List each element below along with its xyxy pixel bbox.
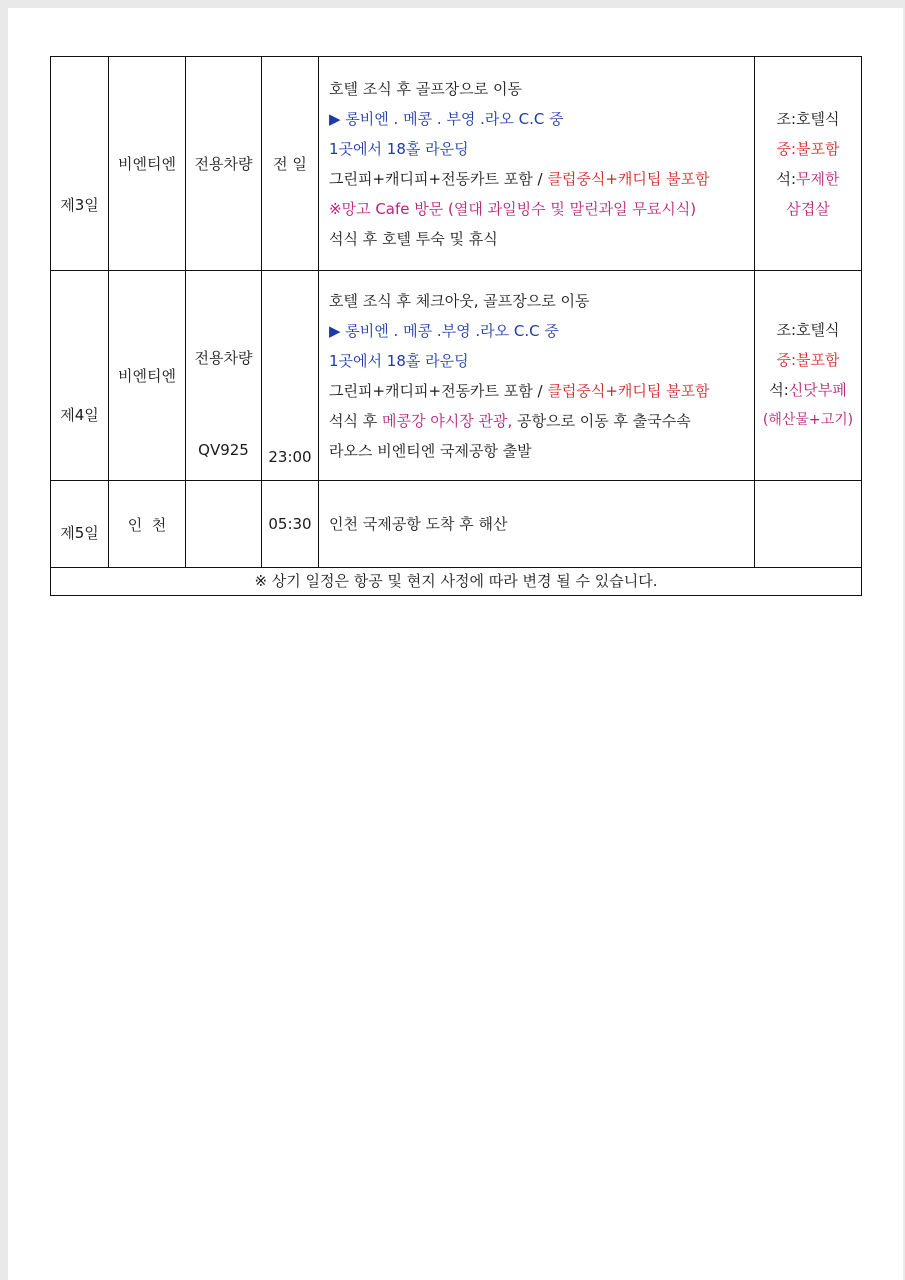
time-cell: 05:30 [262, 481, 319, 568]
dinner-prefix: 석식 후 [329, 411, 383, 430]
schedule-cell [319, 271, 755, 481]
night-market: 메콩강 야시장 관광, [382, 411, 513, 430]
schedule-line-cafe: ※망고 Cafe 방문 (열대 과일빙수 및 말린과일 무료시식) [329, 199, 697, 218]
meal-cell [755, 57, 862, 271]
vehicle-stack [186, 271, 261, 465]
vehicle-cell [186, 481, 262, 568]
meal-dinner-prefix: 석: [776, 169, 797, 188]
meal-breakfast: 조:호텔식 [776, 109, 840, 128]
day-label: 제5일 [51, 481, 109, 568]
schedule-line-golf-options: ▶ 롱비엔 . 메콩 .부영 .라오 C.C 중 [329, 321, 559, 340]
fees-excluded: 클럽중식+캐디팁 불포함 [547, 381, 710, 400]
schedule-line-fees [329, 164, 754, 194]
table-row-day5 [51, 481, 862, 568]
schedule-line-departure: 라오스 비엔티엔 국제공항 출발 [329, 441, 532, 460]
footnote-cell [51, 568, 862, 596]
itinerary-table [50, 56, 862, 596]
vehicle-cell [186, 271, 262, 481]
schedule-line-round: 1곳에서 18홀 라운딩 [329, 351, 469, 370]
schedule-line: 호텔 조식 후 골프장으로 이동 [329, 79, 522, 98]
meal-dinner-value: 무제한 [796, 169, 840, 188]
schedule-line: 호텔 조식 후 체크아웃, 골프장으로 이동 [329, 291, 590, 310]
meal-cell [755, 481, 862, 568]
meal-dinner [755, 164, 861, 194]
schedule-cell [319, 481, 755, 568]
place-cell: 인 천 [109, 481, 186, 568]
meal-dinner-value: 신닷부페 [788, 381, 847, 399]
table-row-footnote [51, 568, 862, 596]
time-cell: 전 일 [262, 57, 319, 271]
day-label: 제4일 [51, 271, 109, 481]
table-row-day4 [51, 271, 862, 481]
fees-included: 그린피+캐디피+전동카트 포함 / [329, 169, 548, 188]
fees-excluded: 클럽중식+캐디팁 불포함 [547, 169, 710, 188]
meal-dinner-detail: 삼겹살 [786, 199, 830, 218]
departure-time: 23:00 [268, 448, 312, 466]
place-cell: 비엔티엔 [109, 57, 186, 271]
meal-lunch: 중:불포함 [776, 351, 840, 369]
schedule-line-dinner [329, 406, 754, 436]
meal-dinner [755, 375, 861, 405]
time-cell [262, 271, 319, 481]
schedule-line-fees [329, 376, 754, 406]
fees-included: 그린피+캐디피+전동카트 포함 / [329, 381, 548, 400]
table-row-day3 [51, 57, 862, 271]
schedule-cell [319, 57, 755, 271]
day-label: 제3일 [51, 57, 109, 271]
place-cell [109, 271, 186, 481]
schedule-line-dinner: 석식 후 호텔 투숙 및 휴식 [329, 229, 498, 248]
schedule-line-golf-options: ▶ 롱비엔 . 메콩 . 부영 .라오 C.C 중 [329, 109, 564, 128]
meal-dinner-prefix: 석: [769, 381, 789, 399]
vehicle-cell: 전용차량 [186, 57, 262, 271]
flight-number: QV925 [198, 441, 249, 459]
schedule-line-round: 1곳에서 18홀 라운딩 [329, 139, 469, 158]
place-text: 비엔티엔 [118, 367, 176, 385]
meal-dinner-detail: (해산물+고기) [762, 412, 854, 428]
document-page [8, 8, 903, 1280]
airport-transfer: 공항으로 이동 후 출국수속 [512, 411, 691, 430]
meal-lunch: 중:불포함 [776, 139, 840, 158]
meal-cell [755, 271, 862, 481]
meal-breakfast: 조:호텔식 [776, 321, 840, 339]
footnote-text: ※ 상기 일정은 항공 및 현지 사정에 따라 변경 될 수 있습니다. [254, 572, 658, 590]
schedule-line-arrival: 인천 국제공항 도착 후 해산 [329, 515, 508, 533]
vehicle-text: 전용차량 [194, 349, 253, 367]
